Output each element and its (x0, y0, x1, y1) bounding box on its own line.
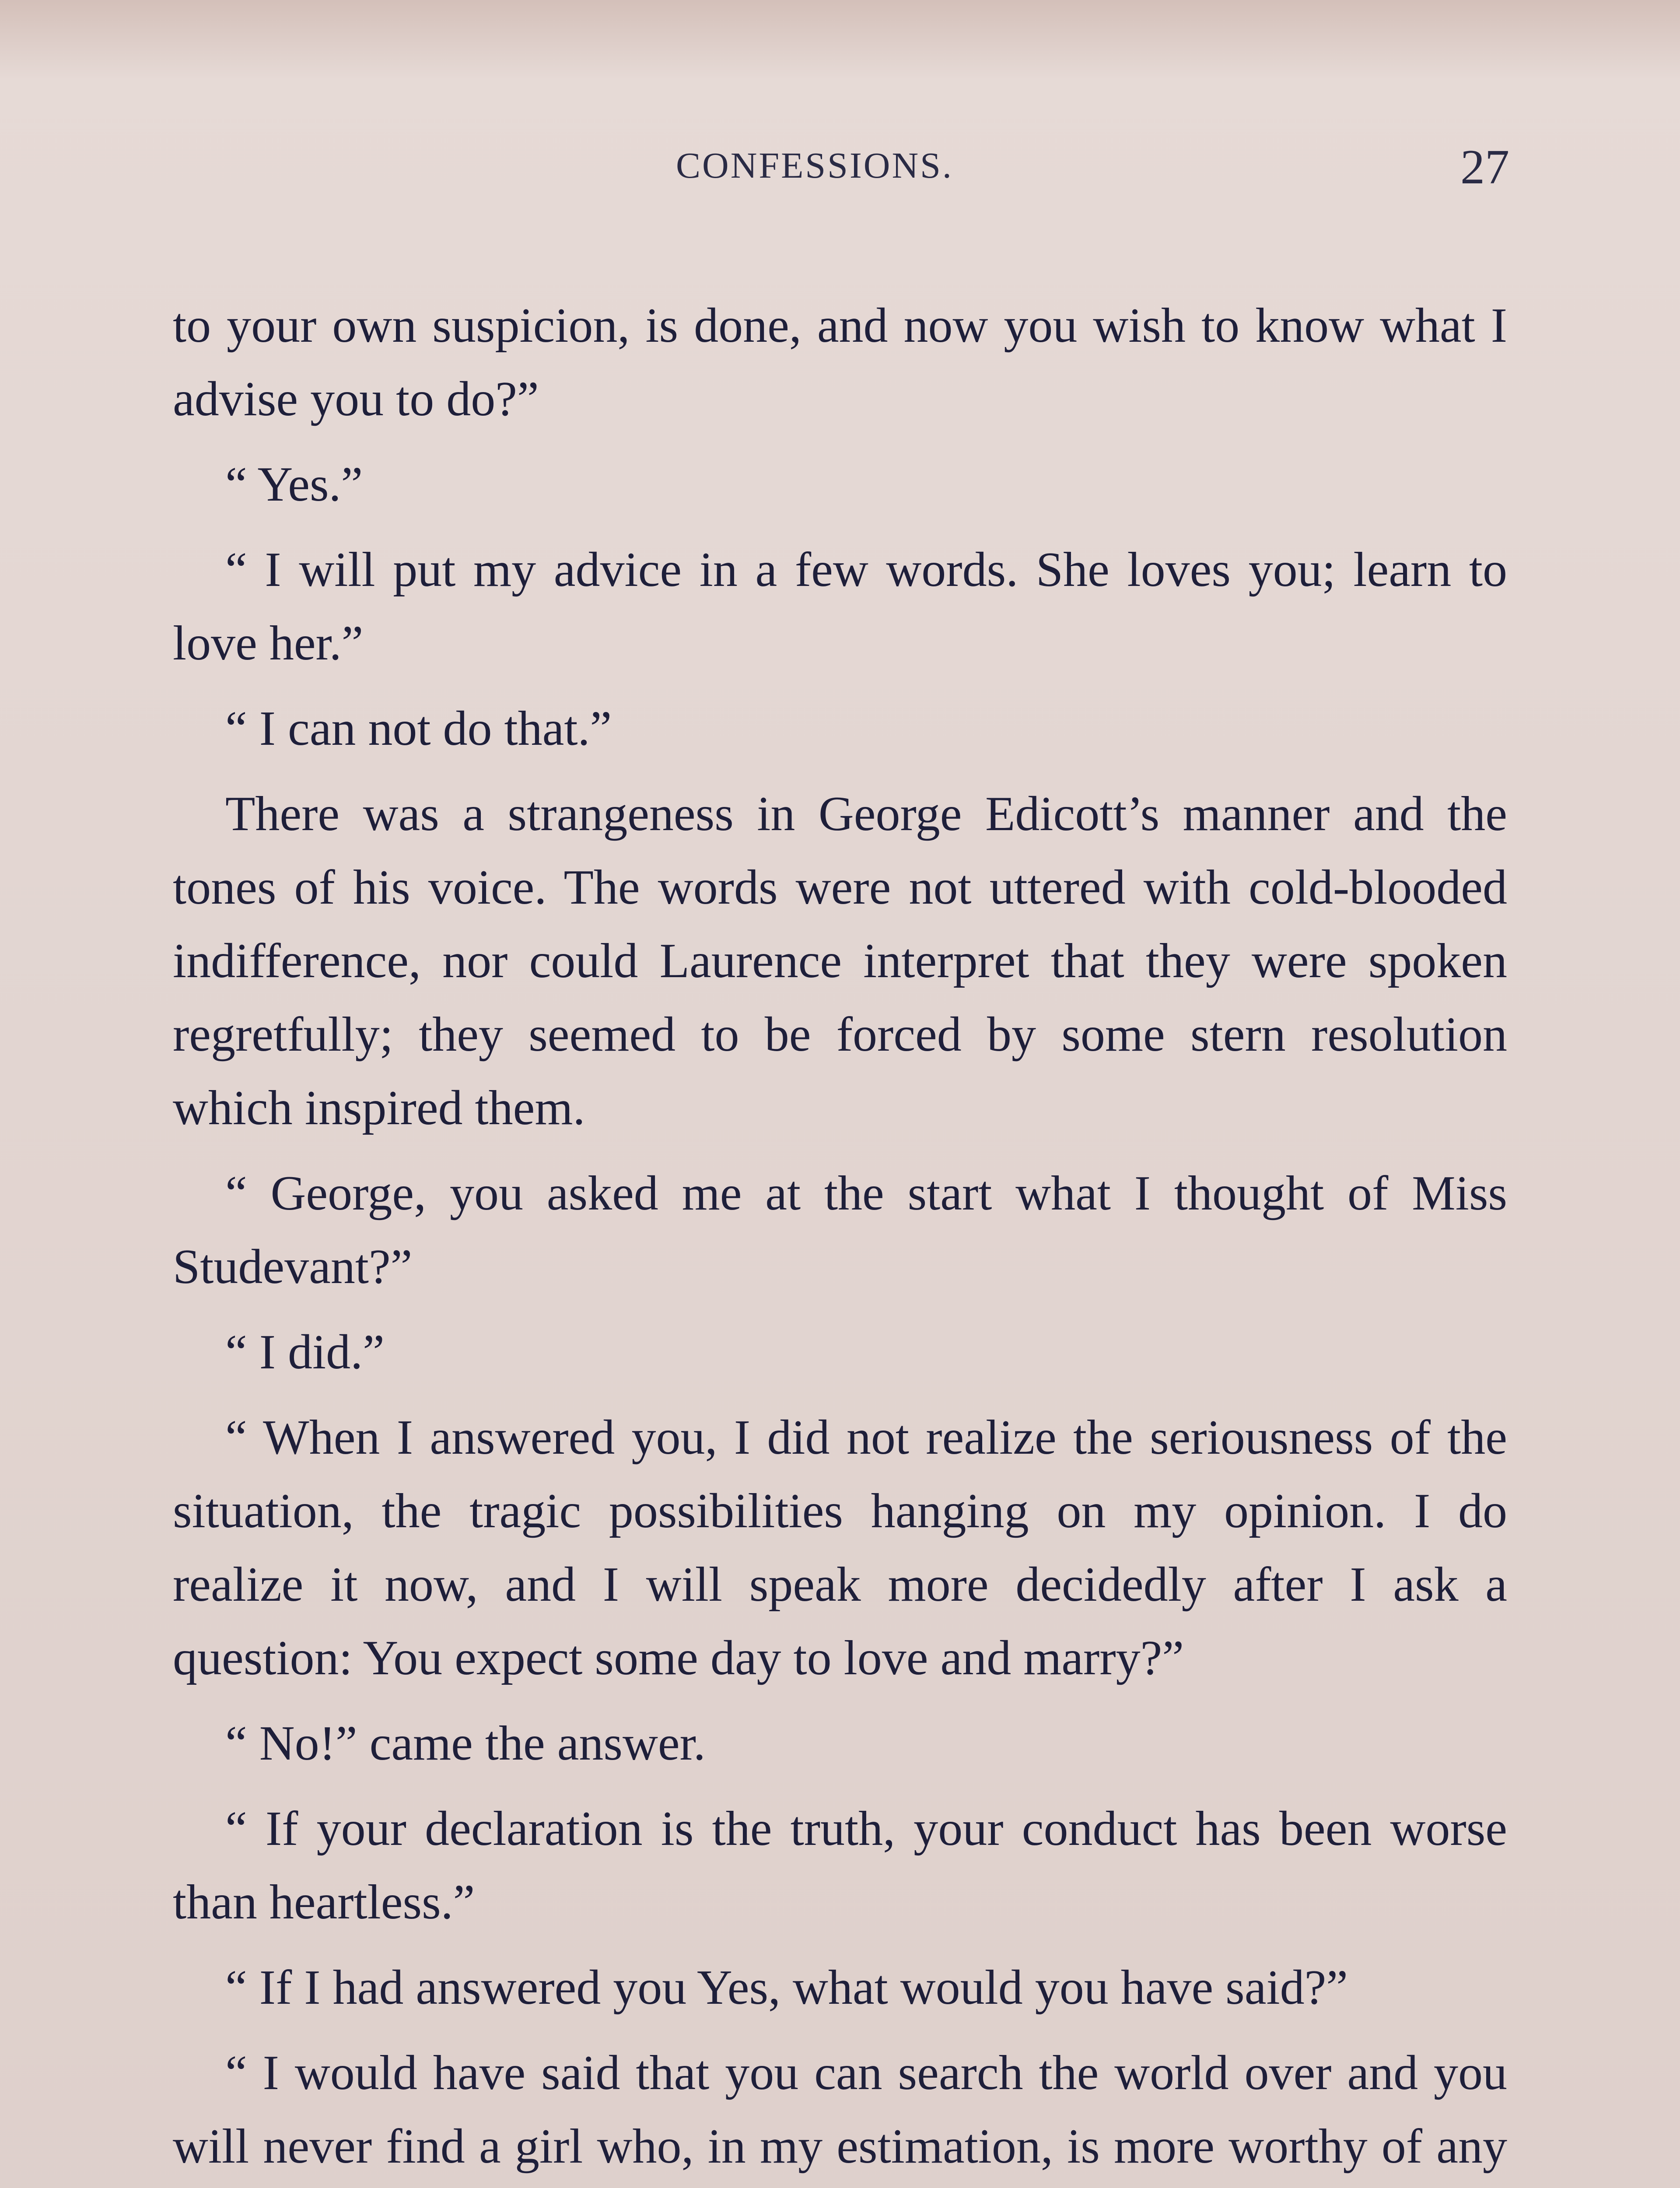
paragraph-10: “ If your declaration is the truth, your conduct has been worse than heartless.” (173, 1802, 1507, 1929)
paragraph-9: “ No!” came the answer. (225, 1716, 706, 1771)
paragraph-3: “ I will put my advice in a few words. She loves you; learn to love her.” (173, 543, 1507, 670)
paragraph-12: “ I would have said that you can search the world over and you will never find a girl who, in my estimation, is more worthy of any (173, 2046, 1507, 2174)
body-text (173, 289, 1507, 2188)
paragraph-4: “ I can not do that.” (225, 701, 612, 756)
page-stain-top (0, 0, 1680, 79)
running-head: CONFESSIONS. (676, 145, 953, 186)
paragraph-1: to your own suspicion, is done, and now you wish to know what I advise you to do?” (173, 298, 1507, 426)
page-number: 27 (1460, 140, 1509, 194)
paragraph-6: “ George, you asked me at the start what I thought of Miss Studevant?” (173, 1166, 1507, 1294)
paragraph-11: “ If I had answered you Yes, what would you have said?” (225, 1960, 1348, 2015)
paragraph-8: “ When I answered you, I did not realize the seriousness of the situation, the tragic possibilities hanging on my opinion. I do realize it now, and I will speak more decidedly after I ask a question: You expect some day to love and marry?” (173, 1410, 1507, 1685)
paragraph-5: There was a strangeness in George Edicott’s manner and the tones of his voice. The words were not uttered with cold-blooded indifference, nor could Laurence interpret that they were spoken regretfully; they seemed to be forced by some stern resolution which inspired them. (173, 787, 1507, 1135)
paragraph-2: “ Yes.” (225, 457, 363, 512)
paragraph-7: “ I did.” (225, 1325, 385, 1379)
